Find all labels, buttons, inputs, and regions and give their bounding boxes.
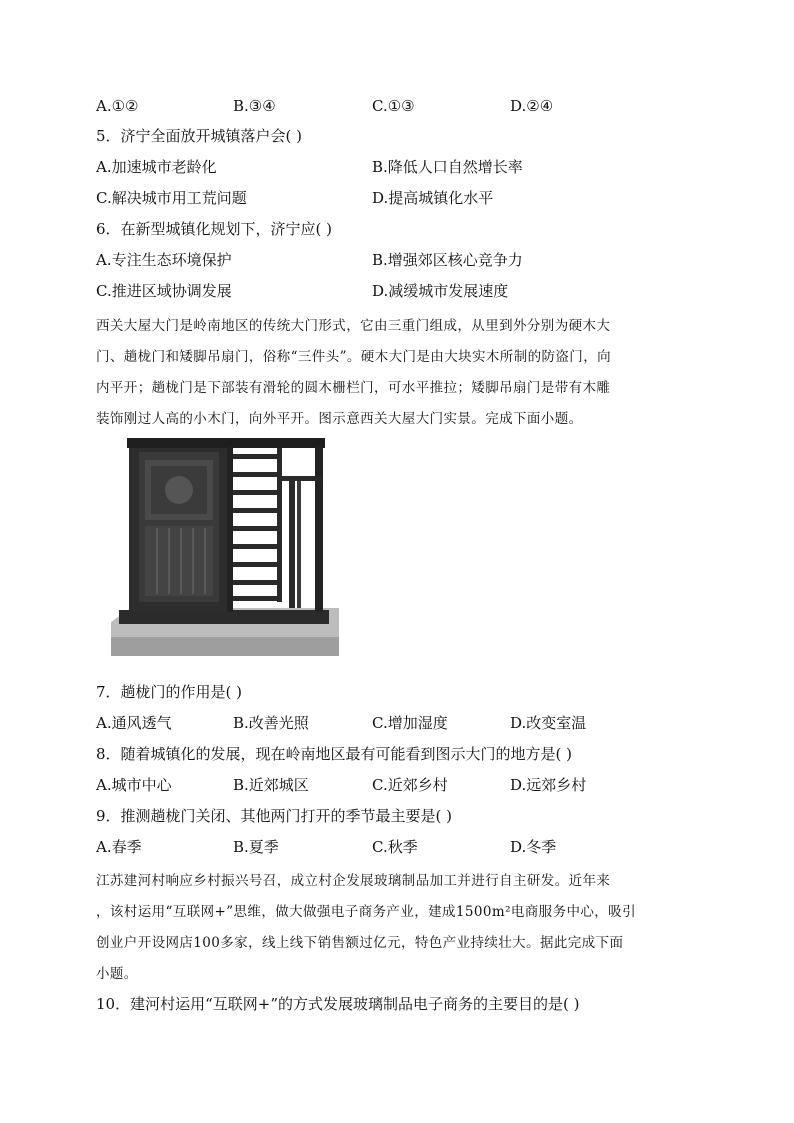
q5-option-b: B.降低人口自然增长率 bbox=[372, 158, 523, 176]
passage-xiguan-door bbox=[96, 311, 706, 435]
q6-option-d: D.减缓城市发展速度 bbox=[372, 282, 509, 300]
q8-option-a: A.城市中心 bbox=[96, 776, 172, 794]
passage-line: ，该村运用“互联网+”思维，做大做强电子商务产业，建成1500m²电商服务中心，吸引 bbox=[96, 904, 636, 920]
q9-option-c: C.秋季 bbox=[372, 838, 418, 856]
q5-option-d: D.提高城镇化水平 bbox=[372, 189, 494, 207]
q10-stem: 10．建河村运用“互联网+”的方式发展玻璃制品电子商务的主要目的是( ) bbox=[96, 995, 580, 1013]
q7-option-a: A.通风透气 bbox=[96, 714, 172, 732]
passage-line: 门、趟栊门和矮脚吊扇门，俗称“三件头”。硬木大门是由大块实木所制的防盗门，向 bbox=[96, 349, 612, 365]
q8-option-b: B.近郊城区 bbox=[233, 776, 309, 794]
passage-line: 创业户开设网店100多家，线上线下销售额过亿元，特色产业持续壮大。据此完成下面 bbox=[96, 935, 624, 951]
q9-option-d: D.冬季 bbox=[510, 838, 557, 856]
q8-stem: 8．随着城镇化的发展，现在岭南地区最有可能看到图示大门的地方是( ) bbox=[96, 745, 573, 763]
q5-option-a: A.加速城市老龄化 bbox=[96, 158, 217, 176]
passage-line: 西关大屋大门是岭南地区的传统大门形式，它由三重门组成，从里到外分别为硬木大 bbox=[96, 318, 611, 334]
passage-line: 内平开；趟栊门是下部装有滑轮的圆木栅栏门，可水平推拉；矮脚吊扇门是带有木雕 bbox=[96, 380, 611, 396]
q9-option-b: B.夏季 bbox=[233, 838, 279, 856]
q6-option-a: A.专注生态环境保护 bbox=[96, 251, 232, 269]
q9-option-a: A.春季 bbox=[96, 838, 142, 856]
q4-option-a: A.①② bbox=[96, 97, 139, 115]
passage-line: 小题。 bbox=[96, 966, 138, 982]
q6-option-b: B.增强郊区核心竞争力 bbox=[372, 251, 523, 269]
passage-line: 江苏建河村响应乡村振兴号召，成立村企发展玻璃制品加工并进行自主研发。近年来 bbox=[96, 873, 611, 889]
q8-option-c: C.近郊乡村 bbox=[372, 776, 448, 794]
q7-option-d: D.改变室温 bbox=[510, 714, 587, 732]
q7-stem: 7．趟栊门的作用是( ) bbox=[96, 683, 243, 701]
q7-option-b: B.改善光照 bbox=[233, 714, 309, 732]
passage-jianhe-village bbox=[96, 866, 706, 990]
q8-option-d: D.远郊乡村 bbox=[510, 776, 587, 794]
q4-option-b: B.③④ bbox=[233, 97, 276, 115]
q6-option-c: C.推进区域协调发展 bbox=[96, 282, 232, 300]
q4-option-d: D.②④ bbox=[510, 97, 554, 115]
q5-option-c: C.解决城市用工荒问题 bbox=[96, 189, 247, 207]
q9-stem: 9．推测趟栊门关闭、其他两门打开的季节最主要是( ) bbox=[96, 807, 453, 825]
q6-stem: 6．在新型城镇化规划下，济宁应( ) bbox=[96, 220, 333, 238]
q4-option-c: C.①③ bbox=[372, 97, 415, 115]
q5-stem: 5．济宁全面放开城镇落户会( ) bbox=[96, 127, 303, 145]
q7-option-c: C.增加湿度 bbox=[372, 714, 448, 732]
xiguan-door-photo bbox=[111, 432, 339, 656]
passage-line: 装饰刚过人高的小木门，向外平开。图示意西关大屋大门实景。完成下面小题。 bbox=[96, 411, 583, 427]
